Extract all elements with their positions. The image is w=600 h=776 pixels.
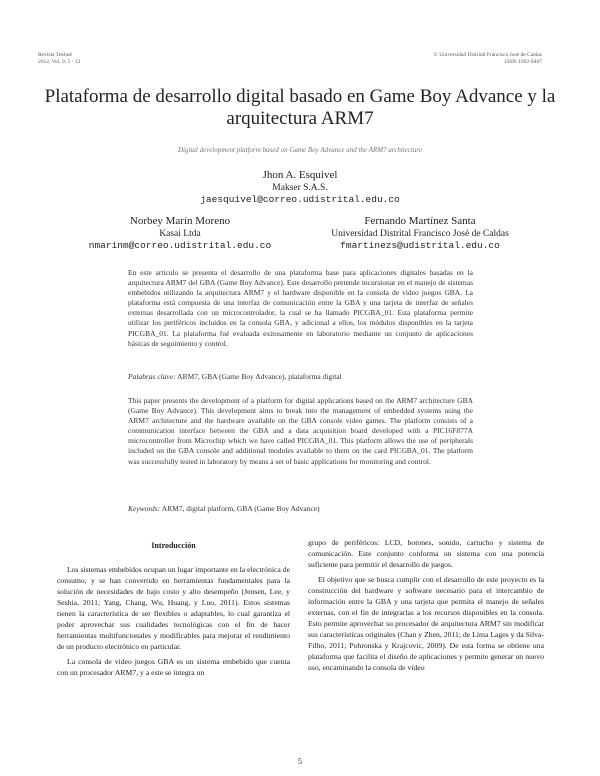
keywords-english xyxy=(128,504,473,514)
author-name: Fernando Martínez Santa xyxy=(364,215,476,227)
keywords-spanish xyxy=(128,372,473,382)
abstract-spanish: En este artículo se presenta el desarrollo de una plataforma base para aplicaciones digitales basadas en la arquitectura ARM7 del GBA (Game Boy Advance). Este desarrollo pretende incursionar en el manejo de sistemas embebidos utilizando la arquitectura ARM7 y el hardware disponible en la consola de video juegos GBA. La plataforma está compuesta de una interfaz de comunicación entre la GBA y una tarjeta de interfaz de señales externas desarrollada con un microcontrolador, la cual se ha llamado PICGBA_01. Esta plataforma permite utilizar los periféricos incluidos en la consola GBA, y adicional a ellos, los módulos disponibles en la tarjeta PICGBA_01. La plataforma fué evaluada exitosamente en laboratorio mediante un conjunto de aplicaciones básicas de seguimiento y control. xyxy=(128,268,473,348)
keywords-text: ARM7, digital platform, GBA (Game Boy Advance) xyxy=(161,504,320,513)
copyright-line: © Universidad Distrital Francisco José de Caldas xyxy=(433,52,542,58)
running-header-right xyxy=(434,52,542,66)
keywords-label: Palabras clave: xyxy=(128,372,176,381)
author-block-3 xyxy=(300,214,540,252)
author-block-2 xyxy=(60,214,300,252)
journal-name: Revista Tekhnê xyxy=(38,52,72,58)
author-name: Jhon A. Esquivel xyxy=(262,169,338,181)
body-paragraph: La consola de video juegos GBA es un sistema embebido que cuenta con un procesador ARM7, y a este se integra un xyxy=(57,657,290,677)
author-email: jaesquivel@correo.udistrital.edu.co xyxy=(200,194,400,205)
body-paragraph: El objetivo que se busca cumplir con el desarrollo de este proyecto es la construcción del hardware y software necesario para el intercambio de información entre la GBA y una tarjeta que permita el manejo de señales externas, con el fin de integrarlas a los recursos disponibles en la consola. Esto permite aprovechar su procesador de arquitectura ARM7 sin modificar sus características originales (Chan y Zhen, 2011; de Lima Lages y da Silva-Filho, 2011; Pohronska y Krajcovic, 2009). De esta forma se obtiene una plataforma que facilita el diseño de aplicaciones y permite generar un nuevo uso, encaminando la consola de video xyxy=(308,575,544,672)
running-header-left xyxy=(38,52,80,66)
body-paragraph: grupo de periféricos: LCD, botones, sonido, cartucho y sistema de comunicación. Este conjunto conforma un sistema con una potencia suficiente para permitir el desarrollo de juegos. xyxy=(308,538,544,569)
body-column-left xyxy=(57,540,290,678)
author-email: nmarinm@correo.udistrital.edu.co xyxy=(88,240,272,251)
body-column-right xyxy=(308,537,544,673)
body-paragraph: Los sistemas embebidos ocupan un lugar importante en la electrónica de consumo, y se han convertido en herramientas fundamentales para la solución de necesidades de bajo costo y alto desempeño (Jensen, Lee, y Seshia, 2011; Yang, Chang, Wu, Huang, y Luo, 2011). Estos sistemas tienen la característica de ser flexibles o adaptables, lo cual garantiza el poder aprovechar sus cualidades tecnológicas con el fin de hacer herramientas multifuncionales y modificables para mejorar el rendimiento de un producto electrónico en particular. xyxy=(57,565,290,651)
section-heading: Introducción xyxy=(151,541,196,550)
author-block-1 xyxy=(150,168,450,206)
author-name: Norbey Marín Moreno xyxy=(129,215,231,227)
paper-title: Plataforma de desarrollo digital basado en Game Boy Advance y la arquitectura ARM7 xyxy=(44,86,556,129)
author-affiliation: Kasai Ltda xyxy=(159,229,201,239)
page-number: 5 xyxy=(298,757,302,766)
author-email: fmartinezs@udistrital.edu.co xyxy=(340,240,500,251)
keywords-label: Keywords: xyxy=(128,504,161,513)
paper-subtitle: Digital development platform based on Game Boy Advance and the ARM7 architecture xyxy=(178,146,422,154)
issn-line: ISSN 1692-8407 xyxy=(504,59,542,65)
abstract-english: This paper presents the development of a platform for digital applications based on the ARM7 architecture GBA (Game Boy Advance). This development aims to break into the management of embedded systems using the ARM7 architecture and the hardware available on the GBA console video games. The platform consists of a communication interface between the GBA and a data acquisition board developed with a PIC16F877A microcontroller from Microchip which we have called PICGBA_01. This platform allows the use of peripherals included on the GBA console and additional modules available to them on the card PICGBA_01. The platform was successfully tested in laboratory by means a set of basic applications for monitoring and control. xyxy=(128,396,473,466)
author-affiliation: Universidad Distrital Francisco José de Caldas xyxy=(331,229,509,239)
journal-volume: 2012, Vol. 9, 5 - 12 xyxy=(38,59,81,65)
keywords-text: ARM7, GBA (Game Boy Advance), plataforma digital xyxy=(177,372,342,381)
author-affiliation: Makser S.A.S. xyxy=(272,183,328,193)
